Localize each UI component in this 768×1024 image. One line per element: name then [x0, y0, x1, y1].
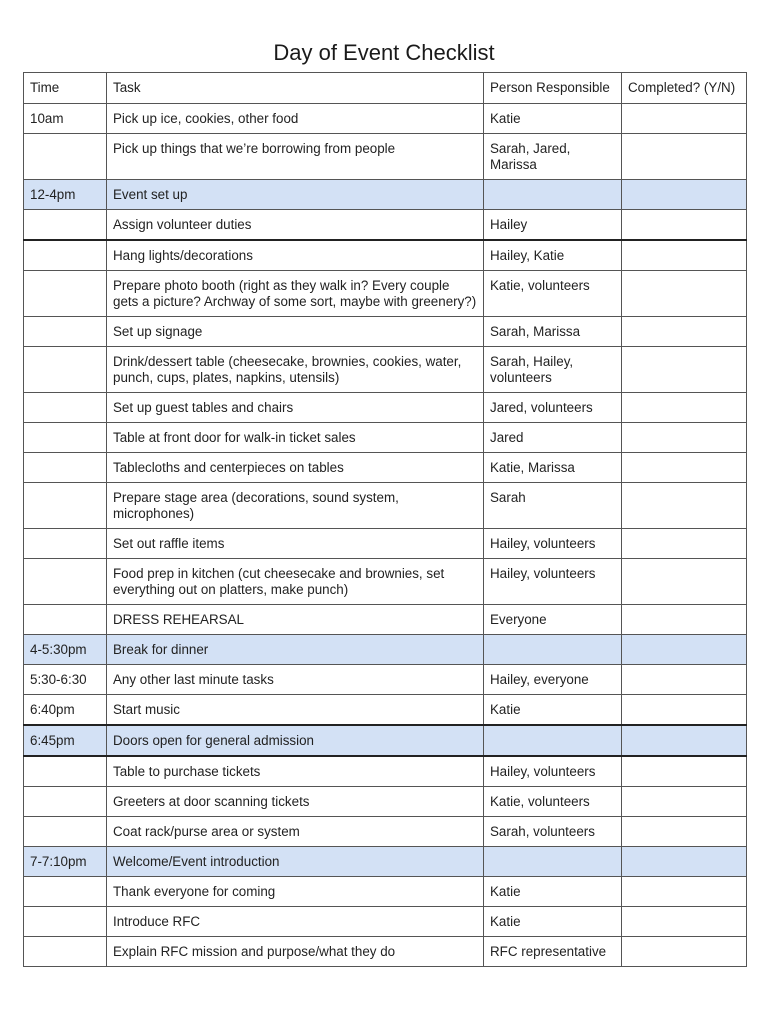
cell-task: DRESS REHEARSAL [107, 605, 484, 635]
cell-person: Katie [484, 877, 622, 907]
cell-person: Sarah [484, 483, 622, 529]
cell-person: Sarah, Jared, Marissa [484, 134, 622, 180]
cell-completed[interactable] [622, 907, 747, 937]
cell-person [484, 635, 622, 665]
cell-completed[interactable] [622, 104, 747, 134]
cell-time [24, 240, 107, 271]
cell-time [24, 453, 107, 483]
table-row [24, 787, 747, 817]
table-row [24, 210, 747, 241]
cell-completed[interactable] [622, 240, 747, 271]
cell-time [24, 134, 107, 180]
cell-task: Greeters at door scanning tickets [107, 787, 484, 817]
cell-person: Sarah, Marissa [484, 317, 622, 347]
section-row [24, 725, 747, 756]
table-row [24, 393, 747, 423]
section-row [24, 180, 747, 210]
cell-completed[interactable] [622, 877, 747, 907]
cell-completed[interactable] [622, 695, 747, 726]
table-row [24, 665, 747, 695]
cell-task: Table at front door for walk-in ticket sales [107, 423, 484, 453]
cell-time: 6:40pm [24, 695, 107, 726]
cell-time [24, 559, 107, 605]
cell-person [484, 180, 622, 210]
cell-time [24, 347, 107, 393]
cell-completed[interactable] [622, 787, 747, 817]
cell-task: Set up guest tables and chairs [107, 393, 484, 423]
cell-task: Start music [107, 695, 484, 726]
cell-person: RFC representative [484, 937, 622, 967]
cell-completed[interactable] [622, 347, 747, 393]
cell-person: Sarah, Hailey, volunteers [484, 347, 622, 393]
cell-person: Katie, Marissa [484, 453, 622, 483]
cell-person: Jared, volunteers [484, 393, 622, 423]
table-row [24, 907, 747, 937]
cell-time [24, 393, 107, 423]
cell-task: Prepare stage area (decorations, sound system, microphones) [107, 483, 484, 529]
table-row [24, 937, 747, 967]
table-row [24, 347, 747, 393]
cell-time [24, 756, 107, 787]
header-row [24, 73, 747, 104]
cell-task: Set out raffle items [107, 529, 484, 559]
cell-time [24, 317, 107, 347]
cell-completed[interactable] [622, 529, 747, 559]
cell-task: Drink/dessert table (cheesecake, brownies, cookies, water, punch, cups, plates, napkins, utensils) [107, 347, 484, 393]
cell-time [24, 271, 107, 317]
cell-person: Hailey, volunteers [484, 559, 622, 605]
cell-completed[interactable] [622, 134, 747, 180]
table-row [24, 605, 747, 635]
cell-time [24, 817, 107, 847]
cell-time [24, 529, 107, 559]
cell-person: Katie, volunteers [484, 787, 622, 817]
cell-time: 7-7:10pm [24, 847, 107, 877]
cell-time [24, 937, 107, 967]
cell-person: Jared [484, 423, 622, 453]
cell-time [24, 877, 107, 907]
table-row [24, 423, 747, 453]
cell-completed[interactable] [622, 665, 747, 695]
cell-time [24, 907, 107, 937]
cell-task: Break for dinner [107, 635, 484, 665]
cell-task: Coat rack/purse area or system [107, 817, 484, 847]
cell-person: Hailey, volunteers [484, 756, 622, 787]
cell-task: Thank everyone for coming [107, 877, 484, 907]
cell-person: Sarah, volunteers [484, 817, 622, 847]
section-row [24, 635, 747, 665]
cell-person: Katie, volunteers [484, 271, 622, 317]
table-row [24, 134, 747, 180]
cell-time: 12-4pm [24, 180, 107, 210]
cell-completed[interactable] [622, 605, 747, 635]
cell-completed[interactable] [622, 453, 747, 483]
cell-completed[interactable] [622, 210, 747, 241]
checklist-table [23, 72, 747, 967]
cell-task: Pick up ice, cookies, other food [107, 104, 484, 134]
cell-task: Introduce RFC [107, 907, 484, 937]
cell-task: Table to purchase tickets [107, 756, 484, 787]
column-header-time: Time [24, 73, 107, 104]
cell-person: Hailey, everyone [484, 665, 622, 695]
cell-completed[interactable] [622, 937, 747, 967]
table-row [24, 695, 747, 726]
cell-completed[interactable] [622, 423, 747, 453]
cell-completed[interactable] [622, 180, 747, 210]
cell-completed[interactable] [622, 817, 747, 847]
cell-time [24, 210, 107, 241]
column-header-task: Task [107, 73, 484, 104]
cell-time: 6:45pm [24, 725, 107, 756]
cell-person [484, 725, 622, 756]
page-title: Day of Event Checklist [273, 40, 495, 65]
cell-task: Prepare photo booth (right as they walk in? Every couple gets a picture? Archway of some sort, maybe with greenery?) [107, 271, 484, 317]
cell-task: Pick up things that we’re borrowing from people [107, 134, 484, 180]
cell-time: 5:30-6:30 [24, 665, 107, 695]
cell-completed[interactable] [622, 271, 747, 317]
cell-person: Katie [484, 907, 622, 937]
cell-completed[interactable] [622, 847, 747, 877]
table-row [24, 756, 747, 787]
cell-task: Explain RFC mission and purpose/what they do [107, 937, 484, 967]
cell-completed[interactable] [622, 756, 747, 787]
table-row [24, 483, 747, 529]
cell-task: Assign volunteer duties [107, 210, 484, 241]
cell-time [24, 787, 107, 817]
cell-person: Katie [484, 695, 622, 726]
column-header-person: Person Responsible [484, 73, 622, 104]
table-row [24, 104, 747, 134]
cell-task: Set up signage [107, 317, 484, 347]
column-header-completed: Completed? (Y/N) [622, 73, 747, 104]
table-row [24, 529, 747, 559]
section-row [24, 847, 747, 877]
cell-completed[interactable] [622, 393, 747, 423]
cell-task: Any other last minute tasks [107, 665, 484, 695]
cell-time [24, 483, 107, 529]
cell-person: Katie [484, 104, 622, 134]
table-row [24, 317, 747, 347]
table-row [24, 817, 747, 847]
cell-task: Event set up [107, 180, 484, 210]
cell-completed[interactable] [622, 635, 747, 665]
table-row [24, 877, 747, 907]
cell-time: 4-5:30pm [24, 635, 107, 665]
table-row [24, 271, 747, 317]
table-row [24, 453, 747, 483]
cell-task: Food prep in kitchen (cut cheesecake and brownies, set everything out on platters, make punch) [107, 559, 484, 605]
table-row [24, 559, 747, 605]
cell-person: Everyone [484, 605, 622, 635]
cell-completed[interactable] [622, 317, 747, 347]
table-row [24, 240, 747, 271]
cell-person: Hailey, Katie [484, 240, 622, 271]
cell-person: Hailey [484, 210, 622, 241]
cell-completed[interactable] [622, 559, 747, 605]
cell-task: Welcome/Event introduction [107, 847, 484, 877]
cell-time: 10am [24, 104, 107, 134]
cell-time [24, 605, 107, 635]
cell-task: Tablecloths and centerpieces on tables [107, 453, 484, 483]
cell-task: Hang lights/decorations [107, 240, 484, 271]
cell-completed[interactable] [622, 483, 747, 529]
cell-time [24, 423, 107, 453]
cell-completed[interactable] [622, 725, 747, 756]
cell-person [484, 847, 622, 877]
cell-task: Doors open for general admission [107, 725, 484, 756]
cell-person: Hailey, volunteers [484, 529, 622, 559]
